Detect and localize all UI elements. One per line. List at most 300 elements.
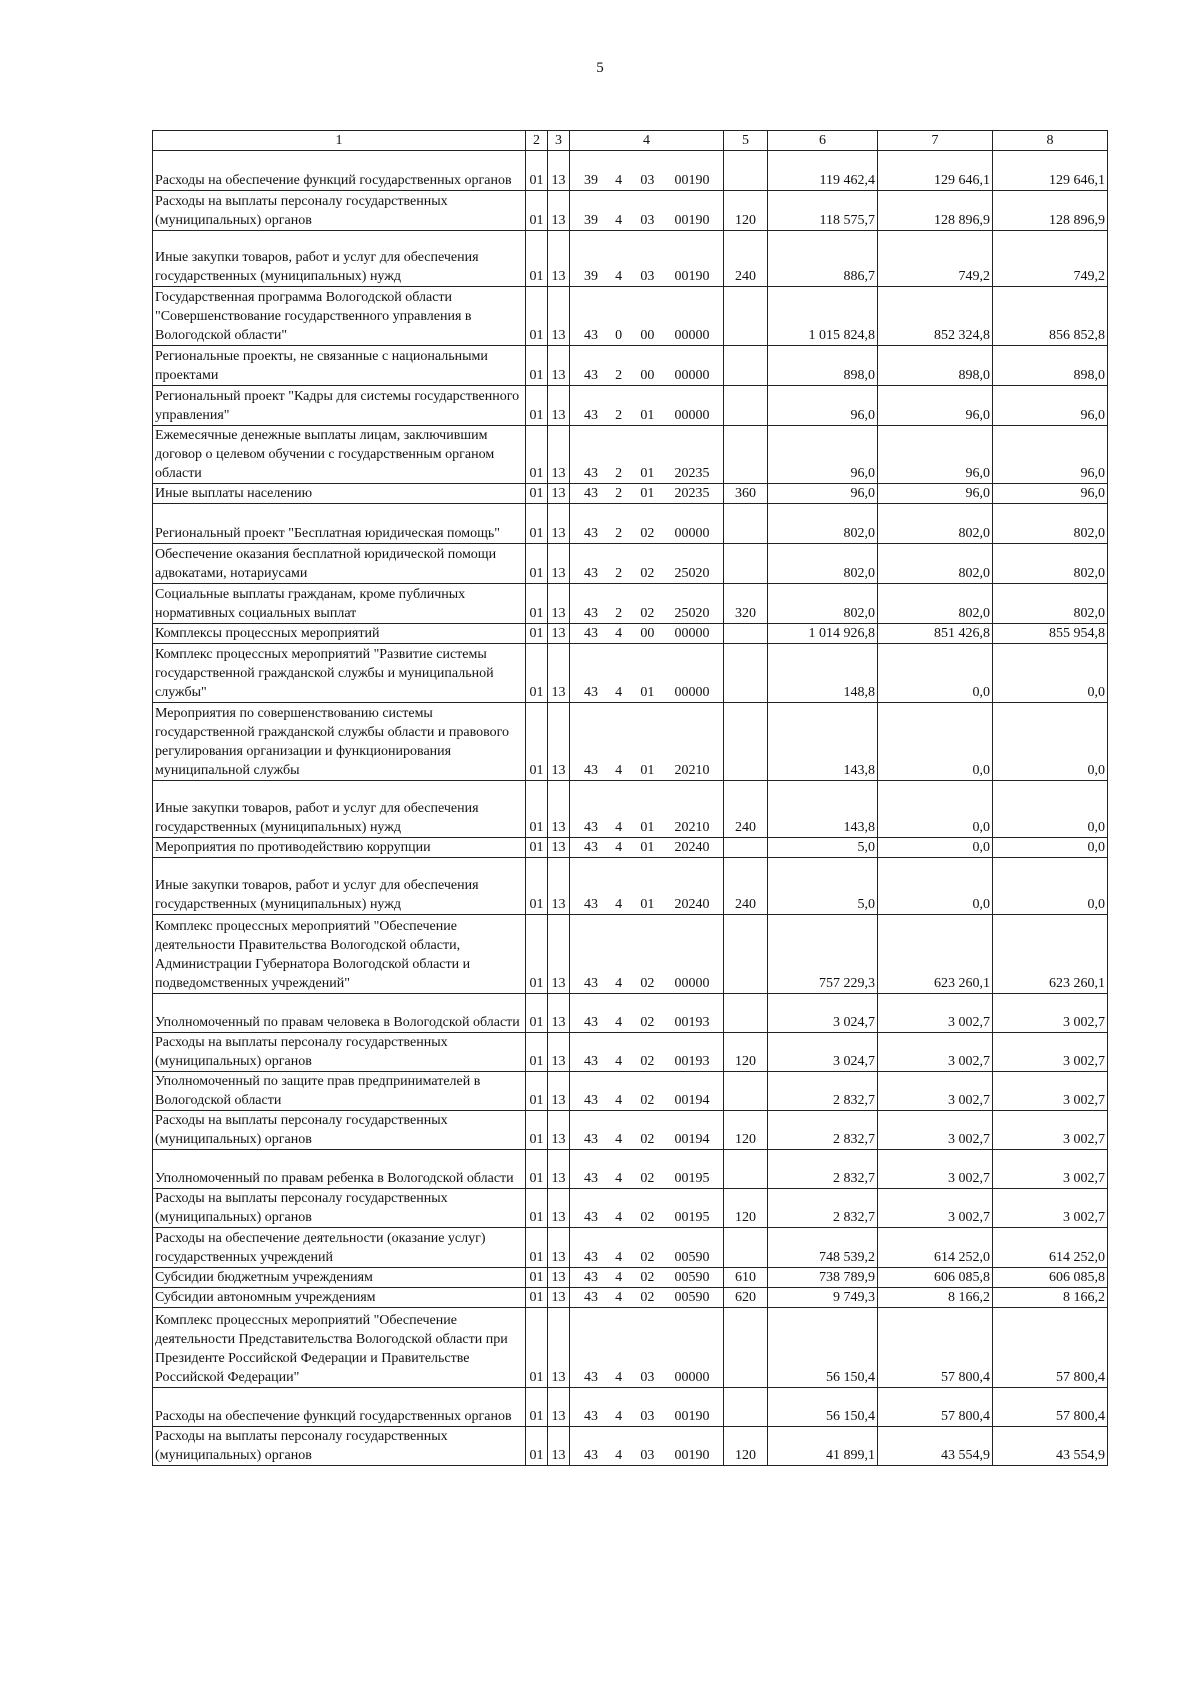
expense-name-cell: Мероприятия по противодействию коррупции [153, 838, 526, 858]
direction-code: 00000 [674, 328, 710, 343]
amount-col7-cell: 623 260,1 [878, 915, 993, 994]
direction-code: 00190 [674, 269, 710, 284]
amount-col6-cell: 96,0 [768, 386, 878, 426]
direction-code: 00000 [674, 368, 710, 383]
target-article-cell [570, 1388, 724, 1427]
subprogram-code: 01 [640, 840, 655, 855]
amount-col6-cell: 56 150,4 [768, 1388, 878, 1427]
amount-col7-cell: 614 252,0 [878, 1228, 993, 1268]
amount-col7-cell: 3 002,7 [878, 1111, 993, 1150]
subprogram-code: 02 [640, 606, 655, 621]
type-code: 4 [615, 1290, 623, 1305]
target-article-cell [570, 386, 724, 426]
program-code: 39 [584, 173, 598, 188]
subsection-code-cell: 13 [548, 287, 570, 346]
target-article-cell [570, 1427, 724, 1466]
program-code: 43 [584, 1015, 598, 1030]
section-code-cell: 01 [526, 624, 548, 644]
amount-col6-cell: 757 229,3 [768, 915, 878, 994]
amount-col8-cell: 3 002,7 [993, 1111, 1108, 1150]
amount-col8-cell: 3 002,7 [993, 1150, 1108, 1189]
direction-code: 00190 [674, 173, 710, 188]
column-header: 2 [526, 131, 548, 151]
expense-type-cell [724, 1388, 768, 1427]
amount-col8-cell: 57 800,4 [993, 1308, 1108, 1388]
amount-col7-cell: 898,0 [878, 346, 993, 386]
table-row [153, 346, 1108, 386]
amount-col6-cell: 802,0 [768, 504, 878, 544]
amount-col6-cell: 3 024,7 [768, 994, 878, 1033]
subprogram-code: 02 [640, 1210, 655, 1225]
type-code: 4 [615, 213, 623, 228]
table-row [153, 624, 1108, 644]
table-row [153, 1268, 1108, 1288]
expense-type-cell: 610 [724, 1268, 768, 1288]
section-code-cell: 01 [526, 1308, 548, 1388]
subsection-code-cell: 13 [548, 544, 570, 584]
amount-col6-cell: 2 832,7 [768, 1072, 878, 1111]
type-code: 2 [615, 606, 623, 621]
subsection-code-cell: 13 [548, 1111, 570, 1150]
subprogram-code: 02 [640, 1015, 655, 1030]
subprogram-code: 01 [640, 408, 655, 423]
subsection-code-cell: 13 [548, 781, 570, 838]
program-code: 43 [584, 1290, 598, 1305]
section-code-cell: 01 [526, 1111, 548, 1150]
direction-code: 00190 [674, 1448, 710, 1463]
direction-code: 00194 [674, 1093, 710, 1108]
amount-col7-cell: 802,0 [878, 584, 993, 624]
table-row [153, 1228, 1108, 1268]
target-article-cell [570, 1150, 724, 1189]
subsection-code-cell: 13 [548, 1288, 570, 1308]
target-article-cell [570, 231, 724, 287]
amount-col6-cell: 748 539,2 [768, 1228, 878, 1268]
amount-col8-cell: 0,0 [993, 781, 1108, 838]
subprogram-code: 01 [640, 486, 655, 501]
program-code: 43 [584, 763, 598, 778]
program-code: 43 [584, 1270, 598, 1285]
expense-type-cell [724, 346, 768, 386]
type-code: 4 [615, 1250, 623, 1265]
page-number: 5 [596, 60, 604, 76]
expense-name-cell: Субсидии бюджетным учреждениям [153, 1268, 526, 1288]
amount-col8-cell: 3 002,7 [993, 1072, 1108, 1111]
section-code-cell: 01 [526, 1388, 548, 1427]
column-header: 7 [878, 131, 993, 151]
table-row [153, 838, 1108, 858]
target-article-cell [570, 544, 724, 584]
subsection-code-cell: 13 [548, 1033, 570, 1072]
subprogram-code: 00 [640, 626, 655, 641]
subsection-code-cell: 13 [548, 1189, 570, 1228]
subsection-code-cell: 13 [548, 644, 570, 703]
amount-col6-cell: 886,7 [768, 231, 878, 287]
subsection-code-cell: 13 [548, 584, 570, 624]
subprogram-code: 02 [640, 566, 655, 581]
amount-col7-cell: 57 800,4 [878, 1388, 993, 1427]
expense-name-cell: Субсидии автономным учреждениям [153, 1288, 526, 1308]
expense-name-cell: Расходы на выплаты персоналу государственных (муниципальных) органов [153, 191, 526, 231]
section-code-cell: 01 [526, 1033, 548, 1072]
program-code: 43 [584, 1171, 598, 1186]
type-code: 2 [615, 466, 623, 481]
amount-col6-cell: 738 789,9 [768, 1268, 878, 1288]
direction-code: 00000 [674, 526, 710, 541]
direction-code: 00000 [674, 976, 710, 991]
target-article-cell [570, 838, 724, 858]
section-code-cell: 01 [526, 994, 548, 1033]
program-code: 43 [584, 368, 598, 383]
amount-col8-cell: 43 554,9 [993, 1427, 1108, 1466]
expense-name-cell: Расходы на выплаты персоналу государственных (муниципальных) органов [153, 1111, 526, 1150]
expense-name-cell: Региональные проекты, не связанные с национальными проектами [153, 346, 526, 386]
amount-col7-cell: 851 426,8 [878, 624, 993, 644]
direction-code: 00000 [674, 1370, 710, 1385]
section-code-cell: 01 [526, 1268, 548, 1288]
expense-name-cell: Комплекс процессных мероприятий "Развитие системы государственной гражданской службы и муниципальной службы" [153, 644, 526, 703]
expense-name-cell: Государственная программа Вологодской области "Совершенствование государственного управления в Вологодской области" [153, 287, 526, 346]
amount-col7-cell: 129 646,1 [878, 151, 993, 191]
amount-col6-cell: 2 832,7 [768, 1189, 878, 1228]
program-code: 43 [584, 328, 598, 343]
direction-code: 00000 [674, 408, 710, 423]
amount-col7-cell: 749,2 [878, 231, 993, 287]
subsection-code-cell: 13 [548, 1228, 570, 1268]
expense-type-cell [724, 915, 768, 994]
subprogram-code: 02 [640, 1290, 655, 1305]
amount-col7-cell: 802,0 [878, 504, 993, 544]
subprogram-code: 02 [640, 1132, 655, 1147]
program-code: 39 [584, 269, 598, 284]
table-row [153, 703, 1108, 781]
amount-col7-cell: 0,0 [878, 644, 993, 703]
expense-name-cell: Расходы на обеспечение функций государственных органов [153, 151, 526, 191]
column-header: 3 [548, 131, 570, 151]
expense-name-cell: Уполномоченный по защите прав предпринимателей в Вологодской области [153, 1072, 526, 1111]
direction-code: 00000 [674, 626, 710, 641]
direction-code: 25020 [674, 566, 710, 581]
subsection-code-cell: 13 [548, 231, 570, 287]
table-row [153, 1388, 1108, 1427]
subprogram-code: 03 [640, 1409, 655, 1424]
amount-col6-cell: 96,0 [768, 426, 878, 484]
amount-col8-cell: 623 260,1 [993, 915, 1108, 994]
table-row [153, 1072, 1108, 1111]
subsection-code-cell: 13 [548, 1150, 570, 1189]
program-code: 43 [584, 1093, 598, 1108]
expense-name-cell: Расходы на обеспечение деятельности (оказание услуг) государственных учреждений [153, 1228, 526, 1268]
subprogram-code: 01 [640, 820, 655, 835]
expense-type-cell: 620 [724, 1288, 768, 1308]
type-code: 4 [615, 976, 623, 991]
direction-code: 20210 [674, 763, 710, 778]
amount-col6-cell: 96,0 [768, 484, 878, 504]
subprogram-code: 00 [640, 368, 655, 383]
type-code: 4 [615, 1370, 623, 1385]
expense-type-cell [724, 703, 768, 781]
column-header: 6 [768, 131, 878, 151]
program-code: 43 [584, 1132, 598, 1147]
table-row [153, 426, 1108, 484]
program-code: 43 [584, 606, 598, 621]
direction-code: 00190 [674, 213, 710, 228]
direction-code: 20210 [674, 820, 710, 835]
amount-col7-cell: 96,0 [878, 484, 993, 504]
program-code: 43 [584, 1370, 598, 1385]
expense-name-cell: Мероприятия по совершенствованию системы государственной гражданской службы области и правового регулирования организации и функционирования муниципальной службы [153, 703, 526, 781]
type-code: 4 [615, 840, 623, 855]
table-row [153, 151, 1108, 191]
expense-type-cell: 320 [724, 584, 768, 624]
expense-type-cell [724, 624, 768, 644]
section-code-cell: 01 [526, 1228, 548, 1268]
type-code: 2 [615, 526, 623, 541]
subprogram-code: 03 [640, 213, 655, 228]
table-row [153, 1288, 1108, 1308]
program-code: 43 [584, 897, 598, 912]
table-row [153, 504, 1108, 544]
target-article-cell [570, 858, 724, 915]
amount-col7-cell: 3 002,7 [878, 1033, 993, 1072]
expense-type-cell [724, 1308, 768, 1388]
section-code-cell: 01 [526, 544, 548, 584]
table-row [153, 287, 1108, 346]
program-code: 43 [584, 1250, 598, 1265]
section-code-cell: 01 [526, 838, 548, 858]
amount-col8-cell: 0,0 [993, 858, 1108, 915]
target-article-cell [570, 1308, 724, 1388]
subprogram-code: 01 [640, 897, 655, 912]
type-code: 4 [615, 269, 623, 284]
section-code-cell: 01 [526, 644, 548, 703]
amount-col7-cell: 96,0 [878, 426, 993, 484]
target-article-cell [570, 644, 724, 703]
expense-type-cell: 240 [724, 781, 768, 838]
amount-col6-cell: 2 832,7 [768, 1111, 878, 1150]
expense-type-cell [724, 287, 768, 346]
subprogram-code: 01 [640, 466, 655, 481]
direction-code: 00193 [674, 1015, 710, 1030]
section-code-cell: 01 [526, 858, 548, 915]
direction-code: 00190 [674, 1409, 710, 1424]
expense-name-cell: Иные закупки товаров, работ и услуг для обеспечения государственных (муниципальных) нужд [153, 781, 526, 838]
expense-type-cell [724, 544, 768, 584]
amount-col6-cell: 118 575,7 [768, 191, 878, 231]
program-code: 43 [584, 566, 598, 581]
table-row [153, 915, 1108, 994]
amount-col7-cell: 0,0 [878, 838, 993, 858]
subsection-code-cell: 13 [548, 386, 570, 426]
expense-name-cell: Расходы на обеспечение функций государственных органов [153, 1388, 526, 1427]
table-row [153, 1189, 1108, 1228]
section-code-cell: 01 [526, 1189, 548, 1228]
type-code: 4 [615, 1132, 623, 1147]
amount-col7-cell: 606 085,8 [878, 1268, 993, 1288]
expense-name-cell: Иные закупки товаров, работ и услуг для обеспечения государственных (муниципальных) нужд [153, 858, 526, 915]
type-code: 4 [615, 1409, 623, 1424]
subsection-code-cell: 13 [548, 346, 570, 386]
subsection-code-cell: 13 [548, 504, 570, 544]
expense-name-cell: Региональный проект "Бесплатная юридическая помощь" [153, 504, 526, 544]
expense-type-cell: 120 [724, 1033, 768, 1072]
expense-type-cell [724, 1150, 768, 1189]
section-code-cell: 01 [526, 386, 548, 426]
amount-col6-cell: 143,8 [768, 781, 878, 838]
subprogram-code: 01 [640, 763, 655, 778]
type-code: 4 [615, 1093, 623, 1108]
type-code: 2 [615, 566, 623, 581]
type-code: 4 [615, 173, 623, 188]
subsection-code-cell: 13 [548, 858, 570, 915]
column-header: 4 [570, 131, 724, 151]
program-code: 43 [584, 526, 598, 541]
amount-col7-cell: 0,0 [878, 858, 993, 915]
type-code: 4 [615, 1270, 623, 1285]
subprogram-code: 03 [640, 269, 655, 284]
expense-name-cell: Расходы на выплаты персоналу государственных (муниципальных) органов [153, 1427, 526, 1466]
expense-type-cell: 120 [724, 191, 768, 231]
subprogram-code: 02 [640, 526, 655, 541]
table-row [153, 781, 1108, 838]
section-code-cell: 01 [526, 287, 548, 346]
direction-code: 20235 [674, 466, 710, 481]
subprogram-code: 02 [640, 1093, 655, 1108]
amount-col8-cell: 802,0 [993, 504, 1108, 544]
table-row [153, 386, 1108, 426]
section-code-cell: 01 [526, 915, 548, 994]
expense-name-cell: Региональный проект "Кадры для системы государственного управления" [153, 386, 526, 426]
type-code: 4 [615, 1210, 623, 1225]
program-code: 43 [584, 466, 598, 481]
expense-type-cell [724, 644, 768, 703]
target-article-cell [570, 484, 724, 504]
expense-type-cell [724, 1072, 768, 1111]
amount-col6-cell: 119 462,4 [768, 151, 878, 191]
subsection-code-cell: 13 [548, 484, 570, 504]
direction-code: 00195 [674, 1171, 710, 1186]
expense-type-cell [724, 504, 768, 544]
expense-name-cell: Расходы на выплаты персоналу государственных (муниципальных) органов [153, 1033, 526, 1072]
amount-col7-cell: 852 324,8 [878, 287, 993, 346]
section-code-cell: 01 [526, 584, 548, 624]
table-row [153, 858, 1108, 915]
budget-table [152, 130, 1108, 1466]
table-row [153, 584, 1108, 624]
subprogram-code: 02 [640, 1250, 655, 1265]
expense-name-cell: Уполномоченный по правам человека в Вологодской области [153, 994, 526, 1033]
table-header [153, 131, 1108, 151]
type-code: 4 [615, 626, 623, 641]
expense-type-cell [724, 1228, 768, 1268]
target-article-cell [570, 426, 724, 484]
column-header: 1 [153, 131, 526, 151]
section-code-cell: 01 [526, 1150, 548, 1189]
expense-type-cell [724, 426, 768, 484]
program-code: 43 [584, 1409, 598, 1424]
amount-col7-cell: 0,0 [878, 781, 993, 838]
target-article-cell [570, 1228, 724, 1268]
type-code: 4 [615, 1448, 623, 1463]
expense-name-cell: Иные выплаты населению [153, 484, 526, 504]
type-code: 4 [615, 1054, 623, 1069]
amount-col8-cell: 3 002,7 [993, 1189, 1108, 1228]
amount-col7-cell: 3 002,7 [878, 1150, 993, 1189]
section-code-cell: 01 [526, 1072, 548, 1111]
subprogram-code: 02 [640, 976, 655, 991]
amount-col8-cell: 3 002,7 [993, 1033, 1108, 1072]
target-article-cell [570, 624, 724, 644]
amount-col7-cell: 57 800,4 [878, 1308, 993, 1388]
table-row [153, 484, 1108, 504]
program-code: 39 [584, 213, 598, 228]
target-article-cell [570, 191, 724, 231]
direction-code: 00195 [674, 1210, 710, 1225]
table-row [153, 1427, 1108, 1466]
direction-code: 20235 [674, 486, 710, 501]
section-code-cell: 01 [526, 346, 548, 386]
subsection-code-cell: 13 [548, 838, 570, 858]
amount-col8-cell: 57 800,4 [993, 1388, 1108, 1427]
expense-type-cell: 120 [724, 1111, 768, 1150]
table-row [153, 544, 1108, 584]
target-article-cell [570, 703, 724, 781]
table-row [153, 1150, 1108, 1189]
type-code: 2 [615, 368, 623, 383]
section-code-cell: 01 [526, 151, 548, 191]
subsection-code-cell: 13 [548, 703, 570, 781]
type-code: 2 [615, 486, 623, 501]
expense-type-cell: 120 [724, 1189, 768, 1228]
amount-col6-cell: 148,8 [768, 644, 878, 703]
amount-col8-cell: 0,0 [993, 644, 1108, 703]
expense-name-cell: Комплекс процессных мероприятий "Обеспечение деятельности Представительства Вологодской области при Президенте Российской Федерации и Правительстве Российской Федерации" [153, 1308, 526, 1388]
expense-name-cell: Расходы на выплаты персоналу государственных (муниципальных) органов [153, 1189, 526, 1228]
amount-col6-cell: 802,0 [768, 584, 878, 624]
amount-col8-cell: 96,0 [993, 484, 1108, 504]
target-article-cell [570, 584, 724, 624]
type-code: 4 [615, 1015, 623, 1030]
amount-col6-cell: 802,0 [768, 544, 878, 584]
amount-col7-cell: 43 554,9 [878, 1427, 993, 1466]
amount-col8-cell: 898,0 [993, 346, 1108, 386]
target-article-cell [570, 994, 724, 1033]
section-code-cell: 01 [526, 703, 548, 781]
expense-type-cell [724, 838, 768, 858]
target-article-cell [570, 1189, 724, 1228]
table-row [153, 191, 1108, 231]
amount-col8-cell: 128 896,9 [993, 191, 1108, 231]
amount-col7-cell: 96,0 [878, 386, 993, 426]
subsection-code-cell: 13 [548, 994, 570, 1033]
table-row [153, 1308, 1108, 1388]
subprogram-code: 00 [640, 328, 655, 343]
amount-col8-cell: 856 852,8 [993, 287, 1108, 346]
table-row [153, 994, 1108, 1033]
amount-col6-cell: 56 150,4 [768, 1308, 878, 1388]
subsection-code-cell: 13 [548, 1427, 570, 1466]
program-code: 43 [584, 408, 598, 423]
direction-code: 25020 [674, 606, 710, 621]
type-code: 4 [615, 820, 623, 835]
amount-col8-cell: 802,0 [993, 544, 1108, 584]
target-article-cell [570, 781, 724, 838]
amount-col7-cell: 3 002,7 [878, 1189, 993, 1228]
expense-type-cell [724, 386, 768, 426]
section-code-cell: 01 [526, 781, 548, 838]
amount-col8-cell: 802,0 [993, 584, 1108, 624]
expense-type-cell: 240 [724, 858, 768, 915]
